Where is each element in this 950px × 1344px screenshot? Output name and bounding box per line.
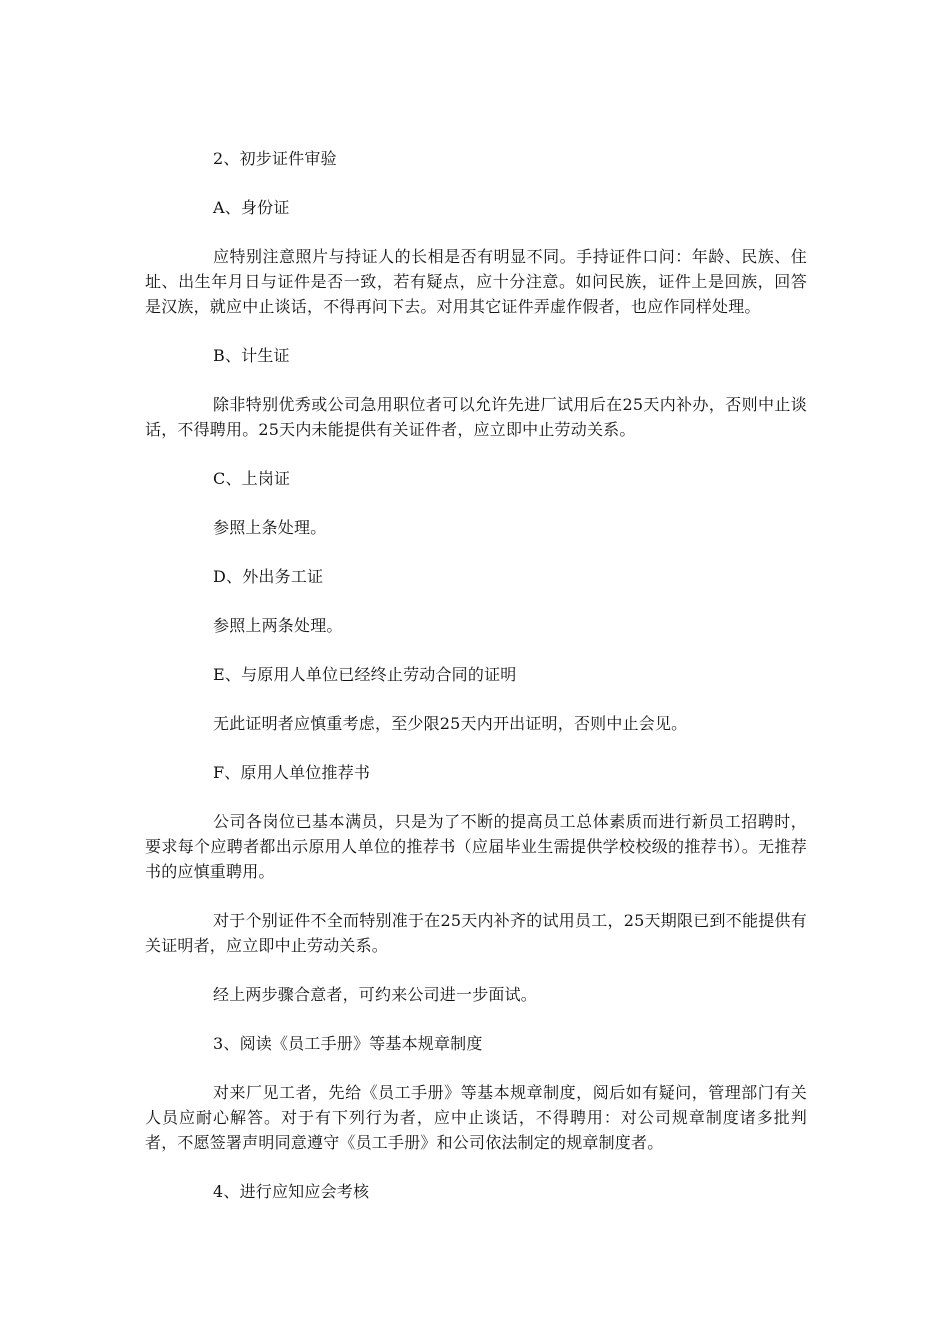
paragraph-recommendation: 公司各岗位已基本满员，只是为了不断的提高员工总体素质而进行新员工招聘时，要求每个应聘者都出示原用人单位的推荐书（应届毕业生需提供学校校级的推荐书）。无推荐书的应慎重聘用。: [145, 812, 807, 881]
subheading-c-work-permit: C、上岗证: [213, 469, 291, 488]
paragraph-next-interview: 经上两步骤合意者，可约来公司进一步面试。: [213, 985, 538, 1004]
paragraph-migrant-card: 参照上两条处理。: [213, 616, 343, 635]
paragraph-termination-proof: 无此证明者应慎重考虑，至少限25天内开出证明，否则中止会见。: [213, 714, 688, 733]
subheading-b-family-planning: B、计生证: [213, 346, 290, 365]
paragraph-id-card: 应特别注意照片与持证人的长相是否有明显不同。手持证件口问：年龄、民族、住址、出生年月日与证件是否一致，若有疑点，应十分注意。如问民族，证件上是回族，回答是汉族，就应中止谈话，不得再问下去。对用其它证件弄虚作假者，也应作同样处理。: [145, 247, 807, 316]
subheading-f-recommendation: F、原用人单位推荐书: [213, 763, 371, 782]
paragraph-incomplete-docs: 对于个别证件不全而特别准于在25天内补齐的试用员工，25天期限已到不能提供有关证明者，应立即中止劳动关系。: [145, 911, 807, 955]
paragraph-employee-handbook: 对来厂见工者，先给《员工手册》等基本规章制度，阅后如有疑问，管理部门有关人员应耐心解答。对于有下列行为者，应中止谈话，不得聘用：对公司规章制度诸多批判者，不愿签署声明同意遵守《员工手册》和公司依法制定的规章制度者。: [145, 1083, 807, 1152]
subheading-e-termination-proof: E、与原用人单位已经终止劳动合同的证明: [213, 665, 517, 684]
subheading-a-id-card: A、身份证: [213, 198, 290, 217]
subheading-d-migrant-card: D、外出务工证: [213, 567, 324, 586]
document-body: [145, 146, 807, 1204]
section-heading-4: 4、进行应知应会考核: [213, 1182, 370, 1201]
section-heading-3: 3、阅读《员工手册》等基本规章制度: [213, 1034, 483, 1053]
paragraph-work-permit: 参照上条处理。: [213, 518, 327, 537]
section-heading-2: 2、初步证件审验: [213, 149, 337, 168]
paragraph-family-planning: 除非特别优秀或公司急用职位者可以允许先进厂试用后在25天内补办，否则中止谈话，不得聘用。25天内未能提供有关证件者，应立即中止劳动关系。: [145, 395, 807, 439]
